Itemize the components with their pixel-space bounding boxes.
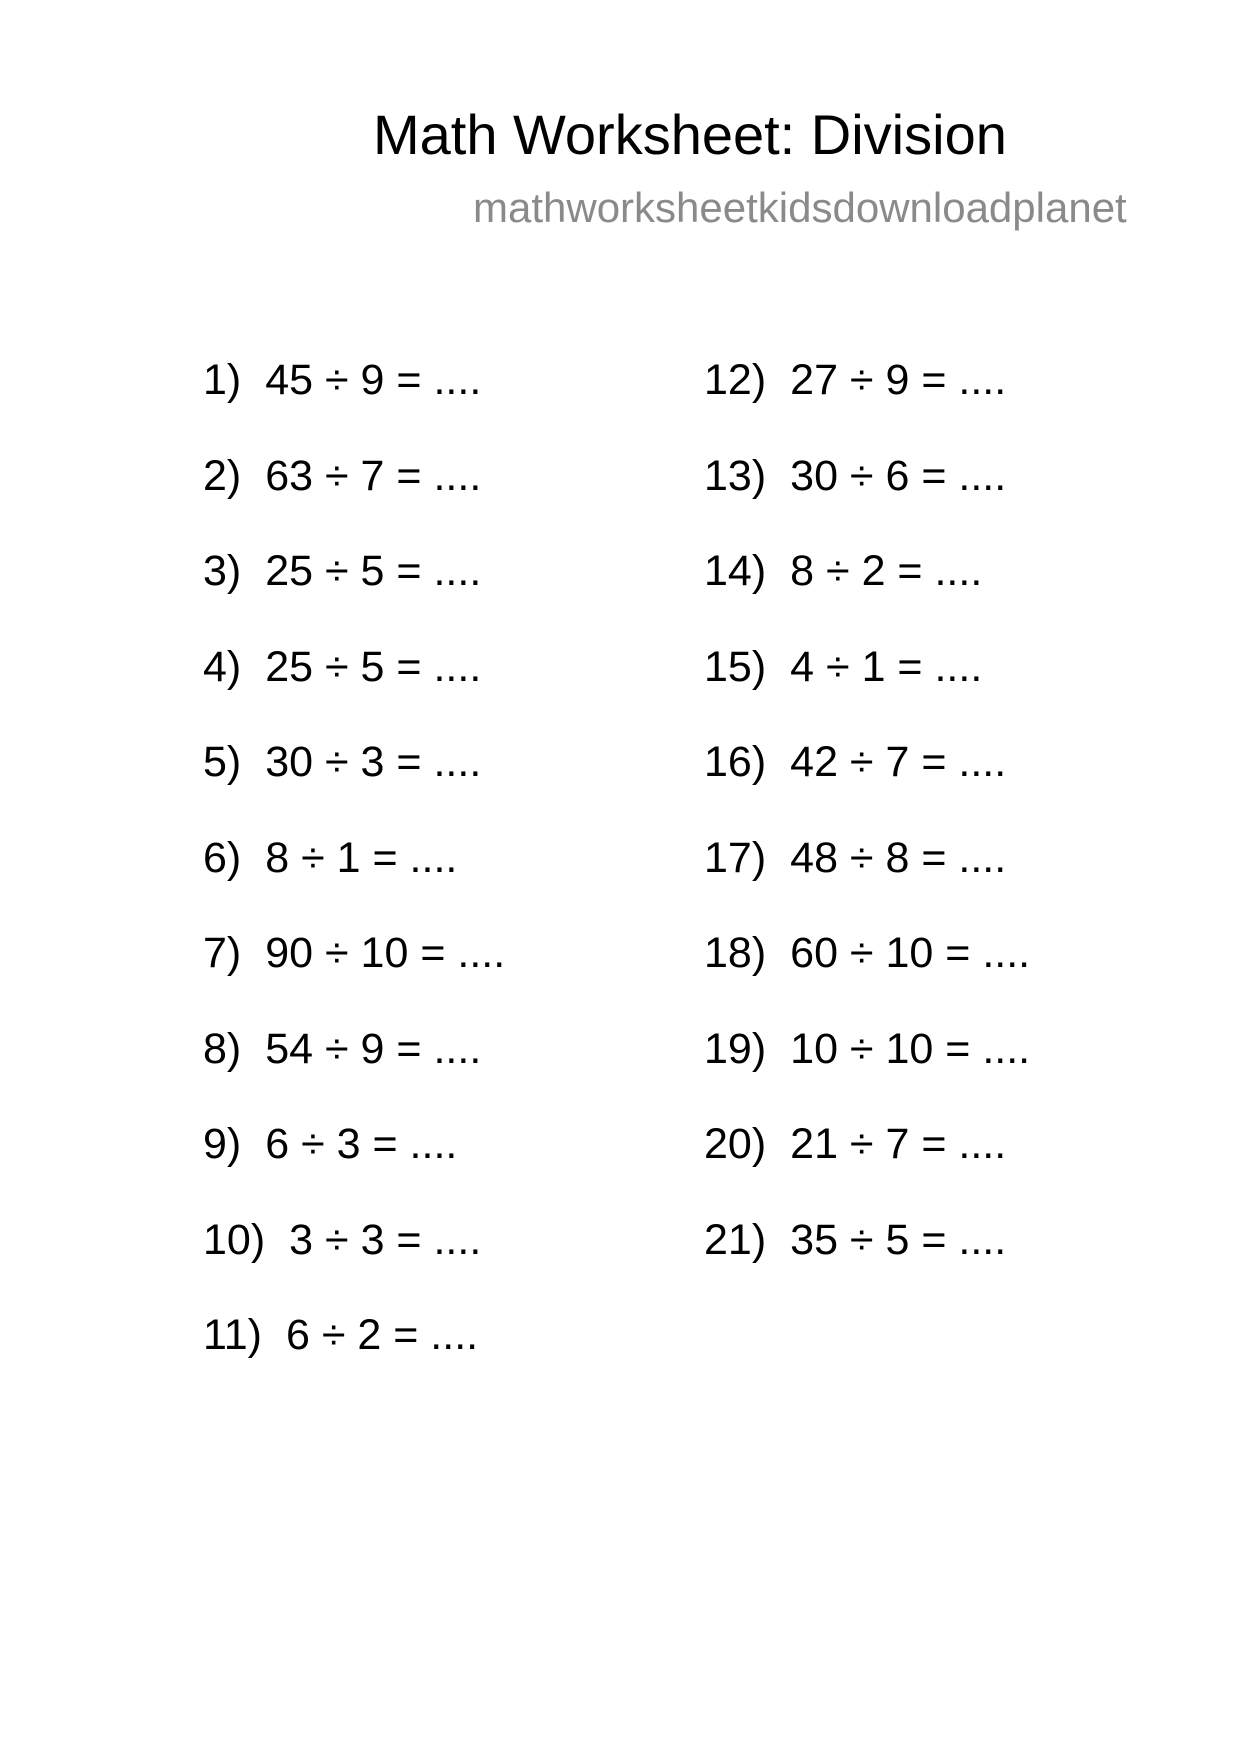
problem-number: 15) xyxy=(704,642,767,691)
problem-expression: 42 ÷ 7 = .... xyxy=(790,738,1007,786)
problem-item xyxy=(704,732,1030,828)
problem-expression: 8 ÷ 2 = .... xyxy=(790,547,983,595)
problem-number: 4) xyxy=(203,642,242,691)
problem-item xyxy=(704,350,1030,446)
page-subtitle: mathworksheetkidsdownloadplanet xyxy=(473,184,1127,231)
problem-expression: 27 ÷ 9 = .... xyxy=(790,356,1007,404)
problem-number: 1) xyxy=(203,356,242,404)
problem-expression: 25 ÷ 5 = .... xyxy=(265,547,482,595)
problem-expression: 6 ÷ 2 = .... xyxy=(285,1311,479,1359)
problem-number: 9) xyxy=(203,1120,242,1168)
problem-item xyxy=(704,446,1030,542)
problem-number: 5) xyxy=(203,738,242,786)
problem-number: 14) xyxy=(704,547,767,595)
problem-item xyxy=(203,732,505,828)
problem-expression: 3 ÷ 3 = .... xyxy=(289,1215,482,1264)
problem-expression: 30 ÷ 6 = .... xyxy=(790,451,1007,500)
problem-number: 19) xyxy=(704,1024,767,1073)
problem-number: 16) xyxy=(704,738,767,786)
problem-item xyxy=(203,1114,505,1210)
problem-item xyxy=(203,350,505,446)
problem-expression: 48 ÷ 8 = .... xyxy=(790,833,1007,882)
problem-number: 12) xyxy=(704,356,767,404)
problem-item xyxy=(704,637,1030,733)
problem-expression: 35 ÷ 5 = .... xyxy=(790,1215,1007,1264)
problem-item xyxy=(704,923,1030,1019)
problem-expression: 6 ÷ 3 = .... xyxy=(265,1120,458,1168)
problem-item xyxy=(203,541,505,637)
problem-expression: 25 ÷ 5 = .... xyxy=(265,642,482,691)
problem-number: 21) xyxy=(704,1215,767,1264)
problem-expression: 90 ÷ 10 = .... xyxy=(265,929,506,977)
problem-item xyxy=(203,923,505,1019)
problem-number: 10) xyxy=(203,1215,266,1264)
problem-number: 18) xyxy=(704,929,767,977)
problem-number: 17) xyxy=(704,833,767,882)
problem-column-right xyxy=(704,350,1030,1305)
problem-expression: 54 ÷ 9 = .... xyxy=(265,1024,482,1073)
problem-expression: 10 ÷ 10 = .... xyxy=(790,1024,1031,1073)
problem-expression: 60 ÷ 10 = .... xyxy=(790,929,1031,977)
problem-column-left xyxy=(203,350,505,1401)
problem-item xyxy=(704,541,1030,637)
problem-number: 7) xyxy=(203,929,242,977)
problem-expression: 63 ÷ 7 = .... xyxy=(265,451,482,500)
problem-item xyxy=(704,1114,1030,1210)
problem-item xyxy=(203,1210,505,1306)
problem-item xyxy=(203,637,505,733)
problem-number: 11) xyxy=(203,1311,262,1359)
problem-number: 8) xyxy=(203,1024,242,1073)
page-title: Math Worksheet: Division xyxy=(373,103,1007,166)
problem-item xyxy=(704,828,1030,924)
problem-expression: 30 ÷ 3 = .... xyxy=(265,738,482,786)
problem-number: 20) xyxy=(704,1120,767,1168)
problem-item xyxy=(203,446,505,542)
problem-expression: 21 ÷ 7 = .... xyxy=(790,1120,1007,1168)
problem-number: 13) xyxy=(704,451,767,500)
problem-item xyxy=(203,1019,505,1115)
problem-expression: 4 ÷ 1 = .... xyxy=(790,642,983,691)
problem-item xyxy=(203,828,505,924)
problem-item xyxy=(704,1019,1030,1115)
problem-expression: 8 ÷ 1 = .... xyxy=(265,833,458,882)
problem-item xyxy=(704,1210,1030,1306)
problem-expression: 45 ÷ 9 = .... xyxy=(265,356,482,404)
problem-number: 6) xyxy=(203,833,242,882)
problem-number: 2) xyxy=(203,451,242,500)
problem-item xyxy=(203,1305,505,1401)
problem-number: 3) xyxy=(203,547,242,595)
